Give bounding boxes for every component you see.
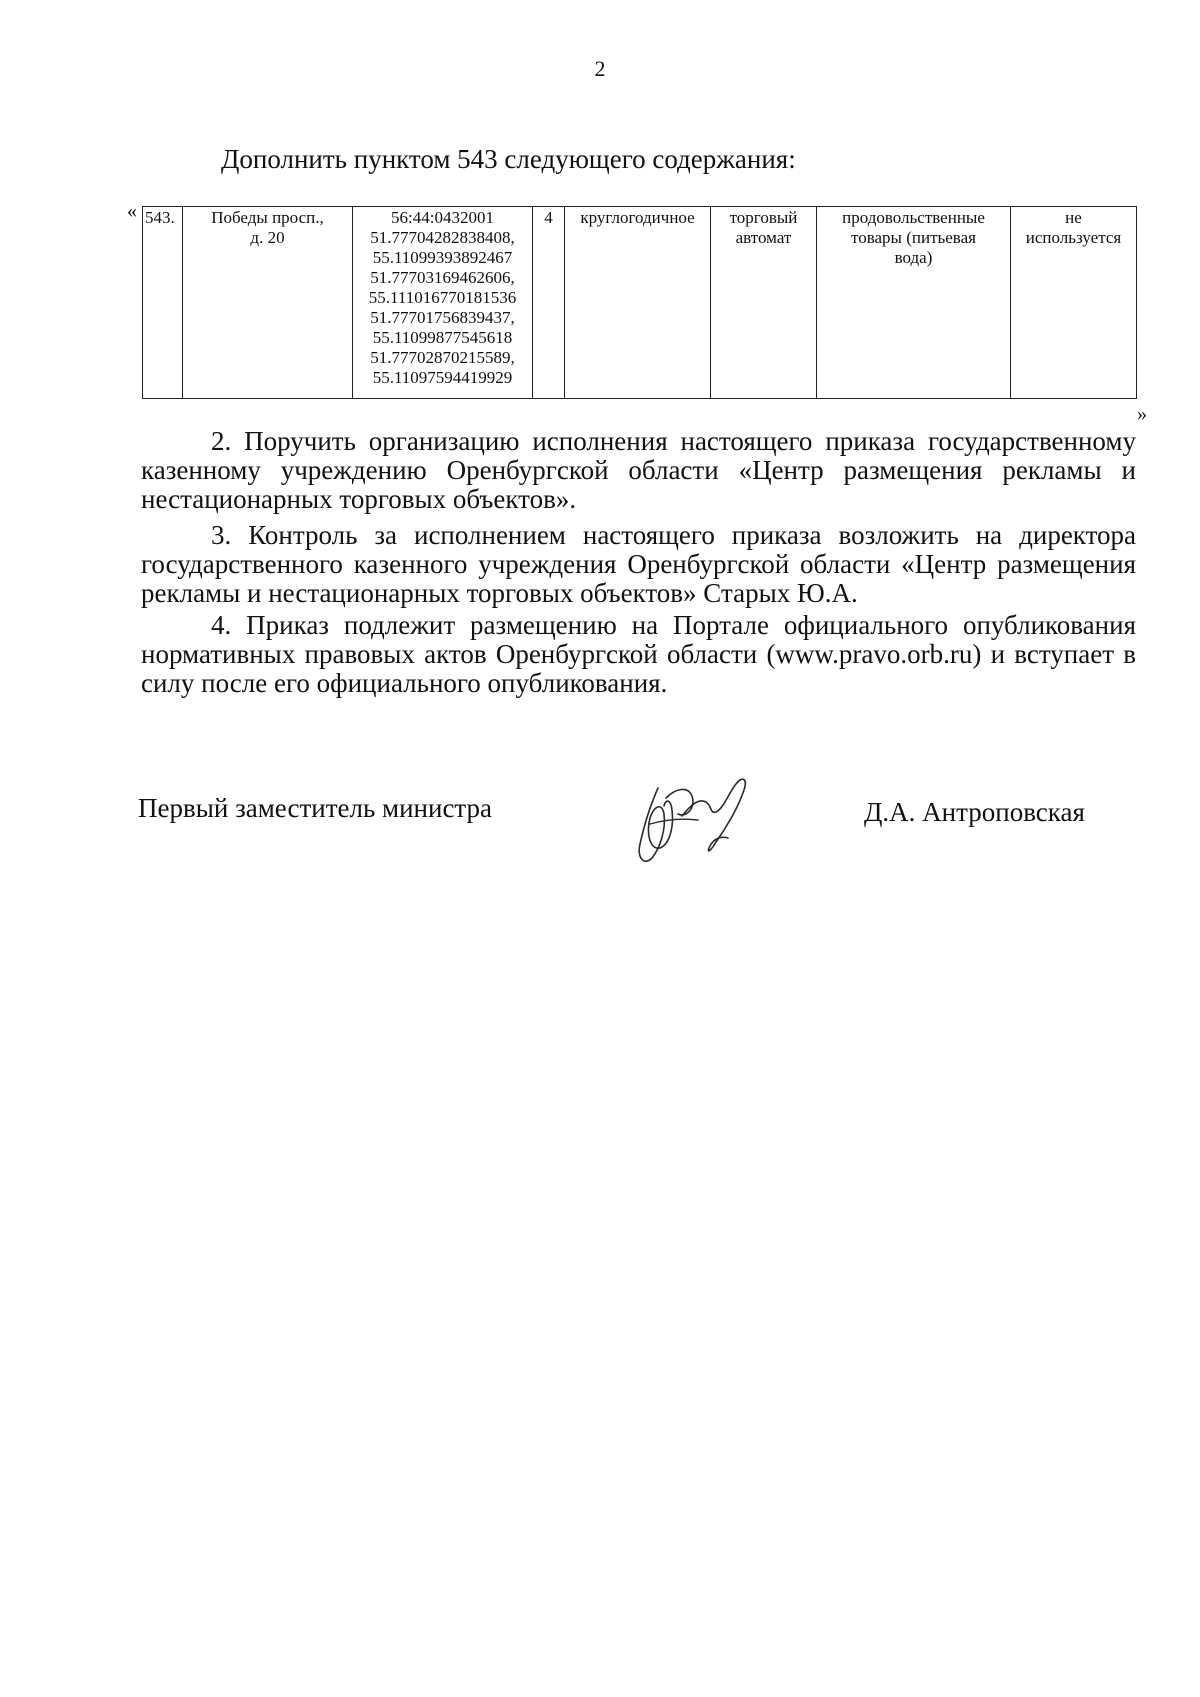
usage-line: не <box>1065 208 1082 227</box>
paragraph-text: 4. Приказ подлежит размещению на Портале официального опубликования нормативных правовых актов Оренбургской области (www.pravo.orb.ru) и вступает в силу после его официального опубликования. <box>141 610 1136 698</box>
address-line: Победы просп., <box>211 208 324 227</box>
paragraph-4 <box>141 611 1136 698</box>
coordinate-value: 55.11099393892467 <box>372 248 513 267</box>
signatory-title: Первый заместитель министра <box>138 793 493 823</box>
coordinates-cell <box>353 207 533 399</box>
goods-line: вода) <box>894 248 933 267</box>
coordinate-value: 55.111016770181536 <box>368 288 517 307</box>
coordinate-value: 51.77702870215589, <box>370 348 515 367</box>
item-number-cell <box>143 207 183 399</box>
signatory-name: Д.А. Антроповская <box>864 797 1085 827</box>
usage-cell <box>1011 207 1137 399</box>
page-number: 2 <box>594 56 606 81</box>
item-number: 543. <box>145 208 175 227</box>
paragraph-3 <box>141 521 1136 608</box>
table-open-quote: « <box>127 200 137 222</box>
paragraph-2 <box>141 427 1136 514</box>
period-cell <box>565 207 711 399</box>
table-close-quote: » <box>1137 403 1147 425</box>
table-row <box>143 207 1137 399</box>
period-value: круглогодичное <box>580 208 695 227</box>
goods-line: товары (питьевая <box>851 228 976 247</box>
object-type-line: торговый <box>729 208 798 227</box>
coordinate-value: 51.77704282838408, <box>370 228 515 247</box>
paragraph-text: 2. Поручить организацию исполнения настоящего приказа государственному казенному учреждению Оренбургской области «Центр размещения рекламы и нестационарных торговых объектов». <box>141 426 1136 514</box>
goods-cell <box>817 207 1011 399</box>
coordinate-value: 55.11097594419929 <box>372 368 513 387</box>
goods-line: продовольственные <box>842 208 985 227</box>
address-line: д. 20 <box>250 228 285 247</box>
usage-line: используется <box>1025 228 1122 247</box>
cadastral-number: 56:44:0432001 <box>391 208 494 227</box>
intro-text: Дополнить пунктом 543 следующего содержания: <box>221 144 796 174</box>
coordinate-value: 51.77703169462606, <box>370 268 515 287</box>
handwritten-signature <box>620 758 770 873</box>
area-value: 4 <box>544 208 553 227</box>
paragraph-text: 3. Контроль за исполнением настоящего приказа возложить на директора государственного казенного учреждения Оренбургской области «Центр размещения рекламы и нестационарных торговых объектов» Старых Ю.А. <box>141 520 1136 608</box>
amendment-table <box>142 206 1137 399</box>
address-cell <box>183 207 353 399</box>
object-type-cell <box>711 207 817 399</box>
object-type-line: автомат <box>735 228 792 247</box>
coordinate-value: 55.11099877545618 <box>372 328 513 347</box>
area-cell <box>533 207 565 399</box>
coordinate-value: 51.77701756839437, <box>370 308 515 327</box>
